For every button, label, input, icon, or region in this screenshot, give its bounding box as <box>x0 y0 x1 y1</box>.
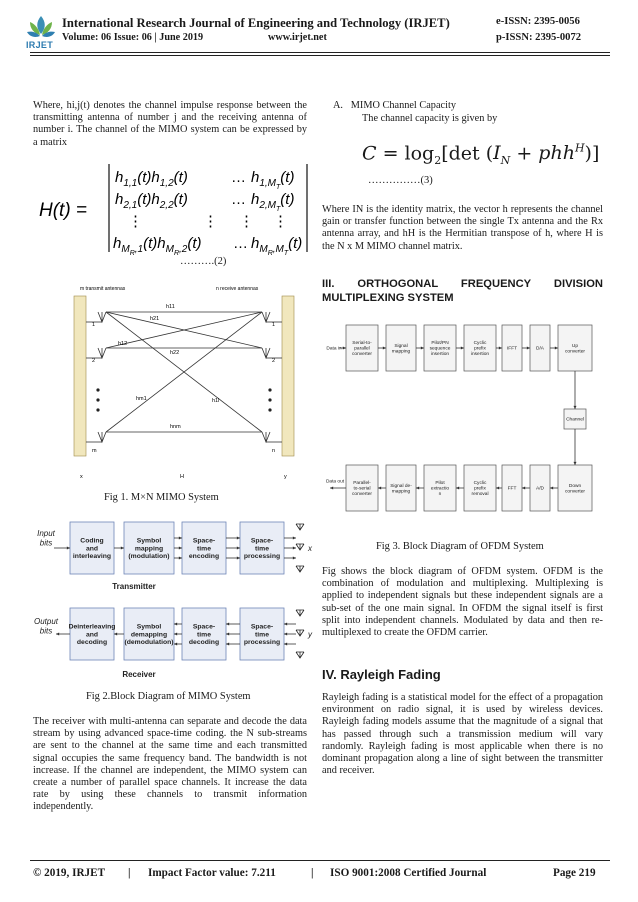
fig1-h11: h11 <box>166 304 175 310</box>
fig1-h22: h22 <box>170 350 180 356</box>
fig3-channel-label: Channel <box>566 417 584 423</box>
equation-3: $C = \log_2[\det$ $(I_N + phh^H)$] <box>362 142 600 168</box>
where-text <box>322 204 603 253</box>
footer-copyright: © 2019, IRJET <box>33 867 106 879</box>
fig3-top-label-4: IFFT <box>506 346 518 352</box>
fig2-receiver-label: Receiver <box>122 669 156 679</box>
fig2-rx-label-2: Space-time decoding <box>188 623 220 647</box>
fig2-rx-label-0: Deinterleaving and decoding <box>68 623 116 647</box>
fig2-antenna-icon-5 <box>296 652 304 658</box>
fig2-antenna-icon-4 <box>296 630 304 636</box>
fig2-input-label: Input bits <box>37 529 55 548</box>
section-4-paragraph: Rayleigh fading is a statistical model for the effect of a propagation environment on radio signal, it is used by wireless devices. Rayleigh fading models assume that the magnitude of a signal that has passed through such a transmission medium will vary randomly. Rayleigh fading is most applicable when there is no dominant propagation along a line of sight between the transmitter and receiver. <box>322 692 603 777</box>
fig1-h1l: h1l <box>212 398 220 404</box>
footer-rule <box>30 860 610 861</box>
fig1-rx-n: n <box>272 448 276 454</box>
figure-2 <box>34 514 314 684</box>
section-4-heading: IV. Rayleigh Fading <box>322 667 441 682</box>
fig3-caption: Fig 3. Block Diagram of OFDM System <box>376 541 544 552</box>
fig2-antenna-icon-3 <box>296 610 304 616</box>
section-a-text: The channel capacity is given by <box>362 113 498 124</box>
journal-website[interactable]: www.irjet.net <box>268 32 327 43</box>
footer-sep-1: | <box>128 867 131 879</box>
fig3-top-label-5: D/A <box>536 346 544 352</box>
fig3-top-label-6: Up converter <box>565 343 585 355</box>
svg-text:h2,1(t)h2,2(t): $h_{2,1}(t)h_{2,2}(t)$ <box>115 191 188 211</box>
logo-text: IRJET <box>26 40 54 50</box>
footer-sep-2: | <box>311 867 314 879</box>
fig2-tx-label-3: Space-time processing <box>243 537 281 561</box>
svg-text:h1,MT(t): $h_{1,MT}(t)$ <box>251 169 295 191</box>
fig3-bottom-label-0: Parallel-to-serial converter <box>352 481 372 498</box>
where-paragraph: Where IN is the identity matrix, the vector h represents the channel gain or transfer function between the single Tx antenna and the Rx antenna array, and hH is the Hermitian transpose of h, where H is the N x M MIMO channel matrix. <box>322 204 603 252</box>
left-body <box>33 716 307 814</box>
fig3-data-in: Data in <box>326 346 342 352</box>
fig2-antenna-icon-0 <box>296 524 304 530</box>
fig1-h12: h12 <box>118 341 128 347</box>
fig2-rx-label-3: Space-time processing <box>243 623 281 647</box>
fig2-y-label: y <box>308 629 312 639</box>
fig2-output-label: Output bits <box>34 617 59 636</box>
footer-iso: ISO 9001:2008 Certified Journal <box>330 867 487 879</box>
svg-text:h1,1(t)h1,2(t): $h_{1,1}(t)h_{1,2}(t)$ <box>115 169 188 189</box>
fig3-data-out: Data out <box>326 479 345 485</box>
fig3-top-label-0: Serial-to-parallel converter <box>352 341 372 358</box>
fig1-hm1: hm1 <box>136 396 147 402</box>
fig1-hnm: hnm <box>170 424 181 430</box>
svg-text:h2,MT(t): $h_{2,MT}(t)$ <box>251 191 295 213</box>
journal-logo <box>24 12 58 52</box>
footer-page: Page 219 <box>553 867 596 879</box>
fig1-tx-1: 1 <box>92 322 96 328</box>
journal-title: International Research Journal of Engineering and Technology (IRJET) <box>62 16 450 30</box>
svg-text:⋮: ⋮ <box>273 213 288 230</box>
left-intro <box>33 100 307 149</box>
fig1-rx-2: 2 <box>272 358 276 364</box>
fig3-bottom-label-2: Pilot extractio n <box>430 481 450 498</box>
fig2-antenna-icon-2 <box>296 566 304 572</box>
fig1-H: H <box>180 474 184 480</box>
fig2-transmitter-label: Transmitter <box>112 581 156 591</box>
fig1-tx-m: m <box>92 448 97 454</box>
fig2-antenna-icon-1 <box>296 544 304 550</box>
eissn: e-ISSN: 2395-0056 <box>496 16 580 27</box>
svg-text:hMR,MT(t): $h_{MR}^{,M}_T(t)$ <box>251 235 303 257</box>
fig1-tx-2: 2 <box>92 358 96 364</box>
fig1-rx-heading: n receive antennas <box>216 286 259 292</box>
fig3-bottom-label-5: A/D <box>536 486 544 492</box>
fig2-caption: Fig 2.Block Diagram of MIMO System <box>86 691 251 702</box>
section-a-heading: A. MIMO Channel Capacity <box>333 100 456 111</box>
matrix-lhs: H(t) = <box>39 200 88 221</box>
fig3-top-label-1: Signal mapping <box>391 343 411 355</box>
svg-text:…: … <box>231 169 246 186</box>
fig3-bottom-label-3: Cyclic prefix removal <box>471 481 489 498</box>
fig3-paragraph: Fig shows the block diagram of OFDM system. OFDM is the combination of modulation and multiplexing. Multiplexing is applied to independent signals but these independent signals are a sub-set of the one main signal. In OFDM the signal itself is first split into independent channels. Modulated by data and then re-multiplexed to create the OFDM carrier. <box>322 566 603 639</box>
svg-text:hMR,1(t)hMR,2(t): $h_{MR}^{,1}(t)h_{MR}^{,2}(t)$ <box>113 235 202 257</box>
fig1-y: y <box>284 474 287 480</box>
fig3-bottom-label-1: Signal de-mapping <box>390 483 412 495</box>
fig2-tx-label-1: Symbol mapping (modulation) <box>128 537 170 561</box>
fig3-top-label-3: Cyclic prefix insertion <box>470 341 490 358</box>
equation-2 <box>33 160 313 260</box>
header-rule-2 <box>30 55 610 56</box>
svg-text:⋮: ⋮ <box>203 213 218 230</box>
fig1-tx-heading: m transmit antennas <box>80 286 126 292</box>
section-3-heading: III. ORTHOGONAL FREQUENCY DIVISION MULTIPLEXING SYSTEM <box>322 278 603 304</box>
fig3-bottom-label-4: FFT <box>507 486 517 492</box>
fig3-bottom-label-6: Down converter <box>565 483 585 495</box>
svg-text:⋮: ⋮ <box>128 213 143 230</box>
footer-impact: Impact Factor value: 7.211 <box>148 867 276 879</box>
fig2-tx-label-0: Coding and interleaving <box>72 537 112 561</box>
eq2-label: ……….(2) <box>180 256 227 267</box>
fig2-x-label: x <box>308 543 312 553</box>
fig3-text <box>322 566 603 639</box>
section-4-text <box>322 692 603 777</box>
figure-1 <box>66 282 302 488</box>
header-rule <box>30 52 610 53</box>
fig1-rx-1: 1 <box>272 322 276 328</box>
svg-text:⋮: ⋮ <box>239 213 254 230</box>
svg-text:…: … <box>231 191 246 208</box>
pissn: p-ISSN: 2395-0072 <box>496 32 582 43</box>
eq3-label: ……………(3) <box>368 175 433 186</box>
fig2-rx-label-1: Symbol demapping (demodulation) <box>124 623 174 647</box>
fig1-x: x <box>80 474 83 480</box>
fig2-tx-label-2: Space-time encoding <box>188 537 220 561</box>
fig3-top-label-2: Pilot/PN sequence insertion <box>429 341 451 358</box>
fig1-caption: Fig 1. M×N MIMO System <box>104 492 219 503</box>
intro-paragraph: Where, hi,j(t) denotes the channel impulse response between the transmitting antenna of number j and the receiving antenna of number i. The channel of the MIMO system can be expressed by a matrix <box>33 100 307 148</box>
left-body-paragraph: The receiver with multi-antenna can separate and decode the data stream by using advanced space-time coding. the N sub-streams are sent to the channel at the same time and each transmitted signal occupies the same frequency band. The bandwidth is not increase. If the channel are independent, the MIMO system can create a number of parallel space channels. It increase the data rate by using these channels to transmit information independently. <box>33 716 307 813</box>
volume-issue: Volume: 06 Issue: 06 | June 2019 <box>62 32 204 43</box>
svg-text:…: … <box>233 235 248 252</box>
fig1-h21: h21 <box>150 316 160 322</box>
figure-3 <box>326 313 602 531</box>
